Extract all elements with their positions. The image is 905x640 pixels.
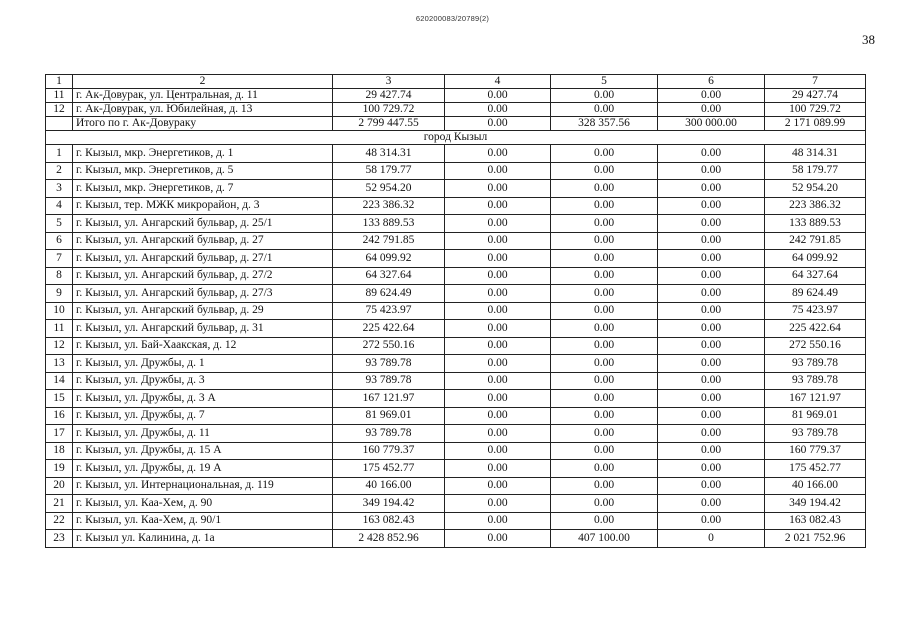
table-row [46,407,866,425]
address-cell: г. Кызыл, ул. Ангарский бульвар, д. 27/3 [73,285,333,303]
col7-value: 40 166.00 [765,477,866,495]
table-row [46,180,866,198]
row-number: 12 [46,337,73,355]
col3-value: 48 314.31 [333,145,445,163]
col5-value: 0.00 [551,250,658,268]
address-cell: г. Кызыл, ул. Каа-Хем, д. 90/1 [73,512,333,530]
col6-value: 0.00 [658,442,765,460]
col5-value: 0.00 [551,215,658,233]
col4-value: 0.00 [445,162,551,180]
table-row [46,495,866,513]
table-row [46,337,866,355]
address-cell: г. Кызыл, ул. Дружбы, д. 11 [73,425,333,443]
col7-value: 89 624.49 [765,285,866,303]
col4-value: 0.00 [445,425,551,443]
col5-value: 0.00 [551,103,658,117]
row-number: 18 [46,442,73,460]
section-row [46,131,866,145]
col4-value: 0.00 [445,197,551,215]
col5-value: 0.00 [551,145,658,163]
table-row [46,390,866,408]
total-row [46,117,866,131]
col3-value: 52 954.20 [333,180,445,198]
col3-value: 93 789.78 [333,425,445,443]
col6-value: 0.00 [658,302,765,320]
col7-value: 81 969.01 [765,407,866,425]
row-number: 21 [46,495,73,513]
document-code: 620200083/20789(2) [415,14,490,23]
col4-value: 0.00 [445,372,551,390]
col6-value: 0.00 [658,103,765,117]
col3-value: 272 550.16 [333,337,445,355]
address-cell: г. Кызыл, ул. Дружбы, д. 3 А [73,390,333,408]
row-number [46,117,73,131]
address-cell: г. Кызыл, ул. Ангарский бульвар, д. 27/2 [73,267,333,285]
address-cell: г. Ак-Довурак, ул. Центральная, д. 11 [73,89,333,103]
col3-value: 64 327.64 [333,267,445,285]
col7-value: 100 729.72 [765,103,866,117]
address-cell: г. Кызыл, мкр. Энергетиков, д. 5 [73,162,333,180]
col6-value: 0.00 [658,337,765,355]
row-number: 4 [46,197,73,215]
row-number: 13 [46,355,73,373]
col5-value: 0.00 [551,285,658,303]
row-number: 6 [46,232,73,250]
row-number: 2 [46,162,73,180]
col6-value: 0.00 [658,407,765,425]
col4-value: 0.00 [445,390,551,408]
col5-value: 0.00 [551,495,658,513]
col4-value: 0.00 [445,355,551,373]
table-row [46,530,866,548]
col7-value: 75 423.97 [765,302,866,320]
address-cell: г. Кызыл, ул. Дружбы, д. 3 [73,372,333,390]
col5-value: 0.00 [551,460,658,478]
table-row [46,355,866,373]
col3-value: 349 194.42 [333,495,445,513]
col4-value: 0.00 [445,320,551,338]
address-cell: г. Кызыл, ул. Дружбы, д. 15 А [73,442,333,460]
row-number: 9 [46,285,73,303]
col5-value: 0.00 [551,162,658,180]
col6-value: 300 000.00 [658,117,765,131]
col5-value: 0.00 [551,320,658,338]
col4-value: 0.00 [445,89,551,103]
header-row [46,75,866,89]
col7-value: 2 171 089.99 [765,117,866,131]
col3-value: 163 082.43 [333,512,445,530]
col6-value: 0.00 [658,162,765,180]
col6-value: 0.00 [658,390,765,408]
col5-value: 0.00 [551,425,658,443]
col6-value: 0.00 [658,267,765,285]
col5-value: 0.00 [551,512,658,530]
col3-value: 133 889.53 [333,215,445,233]
table-row [46,250,866,268]
row-number: 1 [46,145,73,163]
row-number: 7 [46,250,73,268]
row-number: 11 [46,320,73,338]
col6-value: 0.00 [658,512,765,530]
row-number: 8 [46,267,73,285]
address-cell: г. Кызыл, ул. Дружбы, д. 7 [73,407,333,425]
row-number: 3 [46,180,73,198]
row-number: 5 [46,215,73,233]
col6-value: 0.00 [658,477,765,495]
row-number: 20 [46,477,73,495]
row-number: 23 [46,530,73,548]
col6-value: 0.00 [658,425,765,443]
col7-value: 29 427.74 [765,89,866,103]
row-number: 22 [46,512,73,530]
table-row [46,89,866,103]
address-cell: г. Кызыл, ул. Ангарский бульвар, д. 27/1 [73,250,333,268]
col6-value: 0.00 [658,145,765,163]
col7-value: 93 789.78 [765,372,866,390]
col7-value: 242 791.85 [765,232,866,250]
row-number: 11 [46,89,73,103]
col4-value: 0.00 [445,103,551,117]
col3-value: 2 799 447.55 [333,117,445,131]
col5-value: 0.00 [551,180,658,198]
col5-value: 0.00 [551,407,658,425]
col5-value: 0.00 [551,442,658,460]
table-row [46,232,866,250]
col7-value: 272 550.16 [765,337,866,355]
col6-value: 0.00 [658,460,765,478]
col6-value: 0.00 [658,197,765,215]
col7-value: 52 954.20 [765,180,866,198]
col7-value: 160 779.37 [765,442,866,460]
row-number: 16 [46,407,73,425]
table-row [46,197,866,215]
col6-value: 0.00 [658,355,765,373]
row-number: 14 [46,372,73,390]
col5-value: 0.00 [551,477,658,495]
address-cell: г. Кызыл, ул. Дружбы, д. 1 [73,355,333,373]
col3-value: 81 969.01 [333,407,445,425]
address-cell: г. Кызыл, ул. Ангарский бульвар, д. 25/1 [73,215,333,233]
col4-value: 0.00 [445,337,551,355]
address-cell: г. Кызыл, мкр. Энергетиков, д. 7 [73,180,333,198]
table-row [46,267,866,285]
header-cell: 1 [46,75,73,89]
table-row [46,477,866,495]
address-cell: г. Кызыл, тер. МЖК микрорайон, д. 3 [73,197,333,215]
col5-value: 0.00 [551,232,658,250]
col6-value: 0.00 [658,232,765,250]
address-cell: г. Кызыл, ул. Ангарский бульвар, д. 27 [73,232,333,250]
row-number: 10 [46,302,73,320]
col4-value: 0.00 [445,250,551,268]
col6-value: 0.00 [658,250,765,268]
col5-value: 0.00 [551,390,658,408]
col4-value: 0.00 [445,495,551,513]
col3-value: 64 099.92 [333,250,445,268]
col6-value: 0.00 [658,215,765,233]
section-title: город Кызыл [46,131,866,145]
col4-value: 0.00 [445,145,551,163]
col3-value: 75 423.97 [333,302,445,320]
header-cell: 4 [445,75,551,89]
address-cell: г. Кызыл, ул. Интернациональная, д. 119 [73,477,333,495]
col7-value: 175 452.77 [765,460,866,478]
address-cell: г. Кызыл, ул. Ангарский бульвар, д. 29 [73,302,333,320]
col6-value: 0.00 [658,372,765,390]
header-cell: 6 [658,75,765,89]
col3-value: 100 729.72 [333,103,445,117]
table-row [46,460,866,478]
col7-value: 223 386.32 [765,197,866,215]
col5-value: 0.00 [551,302,658,320]
address-cell: Итого по г. Ак-Довураку [73,117,333,131]
col4-value: 0.00 [445,530,551,548]
row-number: 12 [46,103,73,117]
col6-value: 0 [658,530,765,548]
col5-value: 328 357.56 [551,117,658,131]
table-row [46,145,866,163]
col6-value: 0.00 [658,495,765,513]
col6-value: 0.00 [658,89,765,103]
col4-value: 0.00 [445,442,551,460]
header-cell: 7 [765,75,866,89]
address-cell: г. Кызыл, мкр. Энергетиков, д. 1 [73,145,333,163]
col4-value: 0.00 [445,407,551,425]
col7-value: 225 422.64 [765,320,866,338]
col4-value: 0.00 [445,460,551,478]
col4-value: 0.00 [445,302,551,320]
col4-value: 0.00 [445,215,551,233]
table-row [46,162,866,180]
address-cell: г. Кызыл, ул. Ангарский бульвар, д. 31 [73,320,333,338]
address-cell: г. Кызыл, ул. Дружбы, д. 19 А [73,460,333,478]
row-number: 15 [46,390,73,408]
header-cell: 5 [551,75,658,89]
table-row [46,285,866,303]
address-cell: г. Кызыл ул. Калинина, д. 1а [73,530,333,548]
table-row [46,372,866,390]
col4-value: 0.00 [445,267,551,285]
col4-value: 0.00 [445,285,551,303]
col3-value: 93 789.78 [333,355,445,373]
col7-value: 64 099.92 [765,250,866,268]
header-cell: 2 [73,75,333,89]
col6-value: 0.00 [658,285,765,303]
col6-value: 0.00 [658,320,765,338]
col7-value: 93 789.78 [765,425,866,443]
col7-value: 48 314.31 [765,145,866,163]
table-row [46,320,866,338]
col4-value: 0.00 [445,117,551,131]
col5-value: 0.00 [551,372,658,390]
col7-value: 58 179.77 [765,162,866,180]
address-cell: г. Кызыл, ул. Каа-Хем, д. 90 [73,495,333,513]
col5-value: 407 100.00 [551,530,658,548]
col4-value: 0.00 [445,477,551,495]
row-number: 19 [46,460,73,478]
col3-value: 175 452.77 [333,460,445,478]
col5-value: 0.00 [551,89,658,103]
header-cell: 3 [333,75,445,89]
col4-value: 0.00 [445,180,551,198]
address-cell: г. Кызыл, ул. Бай-Хаакская, д. 12 [73,337,333,355]
page-number: 38 [862,32,875,47]
address-cell: г. Ак-Довурак, ул. Юбилейная, д. 13 [73,103,333,117]
table-row [46,425,866,443]
col5-value: 0.00 [551,355,658,373]
col4-value: 0.00 [445,512,551,530]
col7-value: 64 327.64 [765,267,866,285]
col7-value: 349 194.42 [765,495,866,513]
col5-value: 0.00 [551,267,658,285]
col3-value: 225 422.64 [333,320,445,338]
col3-value: 40 166.00 [333,477,445,495]
col5-value: 0.00 [551,337,658,355]
col7-value: 133 889.53 [765,215,866,233]
col7-value: 2 021 752.96 [765,530,866,548]
col7-value: 167 121.97 [765,390,866,408]
col4-value: 0.00 [445,232,551,250]
row-number: 17 [46,425,73,443]
col3-value: 2 428 852.96 [333,530,445,548]
col7-value: 163 082.43 [765,512,866,530]
col3-value: 223 386.32 [333,197,445,215]
col5-value: 0.00 [551,197,658,215]
col3-value: 29 427.74 [333,89,445,103]
table-row [46,512,866,530]
col3-value: 242 791.85 [333,232,445,250]
col3-value: 89 624.49 [333,285,445,303]
col3-value: 160 779.37 [333,442,445,460]
table-row [46,442,866,460]
table-row [46,302,866,320]
table-row [46,215,866,233]
col3-value: 93 789.78 [333,372,445,390]
col3-value: 58 179.77 [333,162,445,180]
table-row [46,103,866,117]
col7-value: 93 789.78 [765,355,866,373]
col6-value: 0.00 [658,180,765,198]
col3-value: 167 121.97 [333,390,445,408]
data-table [45,74,866,548]
